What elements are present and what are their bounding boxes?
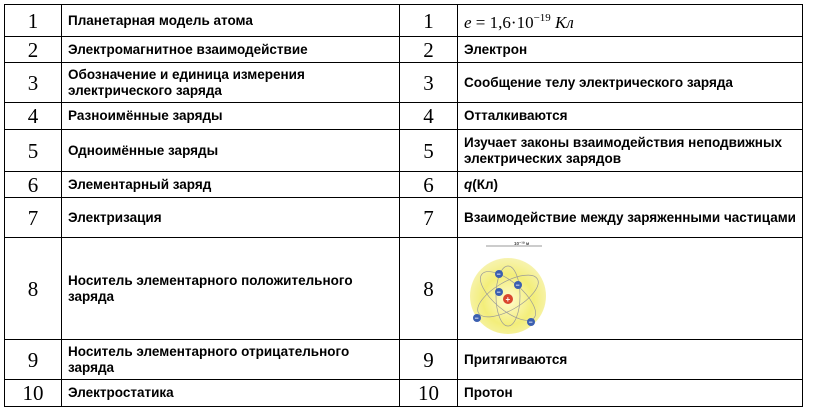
left-number: 4 xyxy=(5,103,62,130)
left-number: 2 xyxy=(5,37,62,63)
atom-model-image xyxy=(464,240,548,338)
charge-formula: $e = 1,6\cdot 10^{-19}$ Кл xyxy=(464,11,574,32)
right-term xyxy=(458,172,803,198)
electron-sign: − xyxy=(515,282,520,289)
table-row xyxy=(5,238,803,340)
table-row xyxy=(5,5,803,37)
table-row xyxy=(5,172,803,198)
right-term-image xyxy=(458,238,803,340)
table-row xyxy=(5,198,803,238)
right-term: Сообщение телу электрического заряда xyxy=(458,63,803,103)
table-row xyxy=(5,130,803,172)
left-term: Разноимённые заряды xyxy=(62,103,400,130)
right-term: Протон xyxy=(458,380,803,407)
right-number: 6 xyxy=(400,172,458,198)
electron-sign: − xyxy=(474,315,479,322)
table-row xyxy=(5,63,803,103)
right-number: 9 xyxy=(400,340,458,380)
right-term: Взаимодействие между заряженными частицами xyxy=(458,198,803,238)
charge-symbol: q xyxy=(464,176,473,192)
electron-sign: − xyxy=(528,319,533,326)
left-term: Элементарный заряд xyxy=(62,172,400,198)
nucleus-sign: + xyxy=(505,294,511,304)
left-term: Одноимённые заряды xyxy=(62,130,400,172)
left-number: 6 xyxy=(5,172,62,198)
left-term: Носитель элементарного отрицательного заряда xyxy=(62,340,400,380)
right-number: 1 xyxy=(400,5,458,37)
right-number: 8 xyxy=(400,238,458,340)
right-term-formula xyxy=(458,5,803,37)
right-term: Отталкиваются xyxy=(458,103,803,130)
electron-sign: − xyxy=(496,271,501,278)
left-term: Обозначение и единица измерения электрического заряда xyxy=(62,63,400,103)
right-term: Притягиваются xyxy=(458,340,803,380)
right-number: 7 xyxy=(400,198,458,238)
left-number: 9 xyxy=(5,340,62,380)
left-number: 7 xyxy=(5,198,62,238)
left-number: 3 xyxy=(5,63,62,103)
left-term: Электромагнитное взаимодействие xyxy=(62,37,400,63)
table-row xyxy=(5,340,803,380)
left-term: Носитель элементарного положительного заряда xyxy=(62,238,400,340)
matching-table xyxy=(4,4,803,407)
right-number: 3 xyxy=(400,63,458,103)
left-term: Планетарная модель атома xyxy=(62,5,400,37)
scale-label: 10⁻¹⁰ м xyxy=(514,240,530,246)
table-row xyxy=(5,103,803,130)
right-number: 5 xyxy=(400,130,458,172)
right-term: Электрон xyxy=(458,37,803,63)
right-number: 10 xyxy=(400,380,458,407)
electron-sign: − xyxy=(496,289,501,296)
left-term: Электризация xyxy=(62,198,400,238)
right-number: 2 xyxy=(400,37,458,63)
left-term: Электростатика xyxy=(62,380,400,407)
right-term: Изучает законы взаимодействия неподвижных электрических зарядов xyxy=(458,130,803,172)
table-row xyxy=(5,380,803,407)
left-number: 5 xyxy=(5,130,62,172)
left-number: 8 xyxy=(5,238,62,340)
right-number: 4 xyxy=(400,103,458,130)
table-row xyxy=(5,37,803,63)
left-number: 1 xyxy=(5,5,62,37)
charge-unit: (Кл) xyxy=(472,176,499,192)
left-number: 10 xyxy=(5,380,62,407)
